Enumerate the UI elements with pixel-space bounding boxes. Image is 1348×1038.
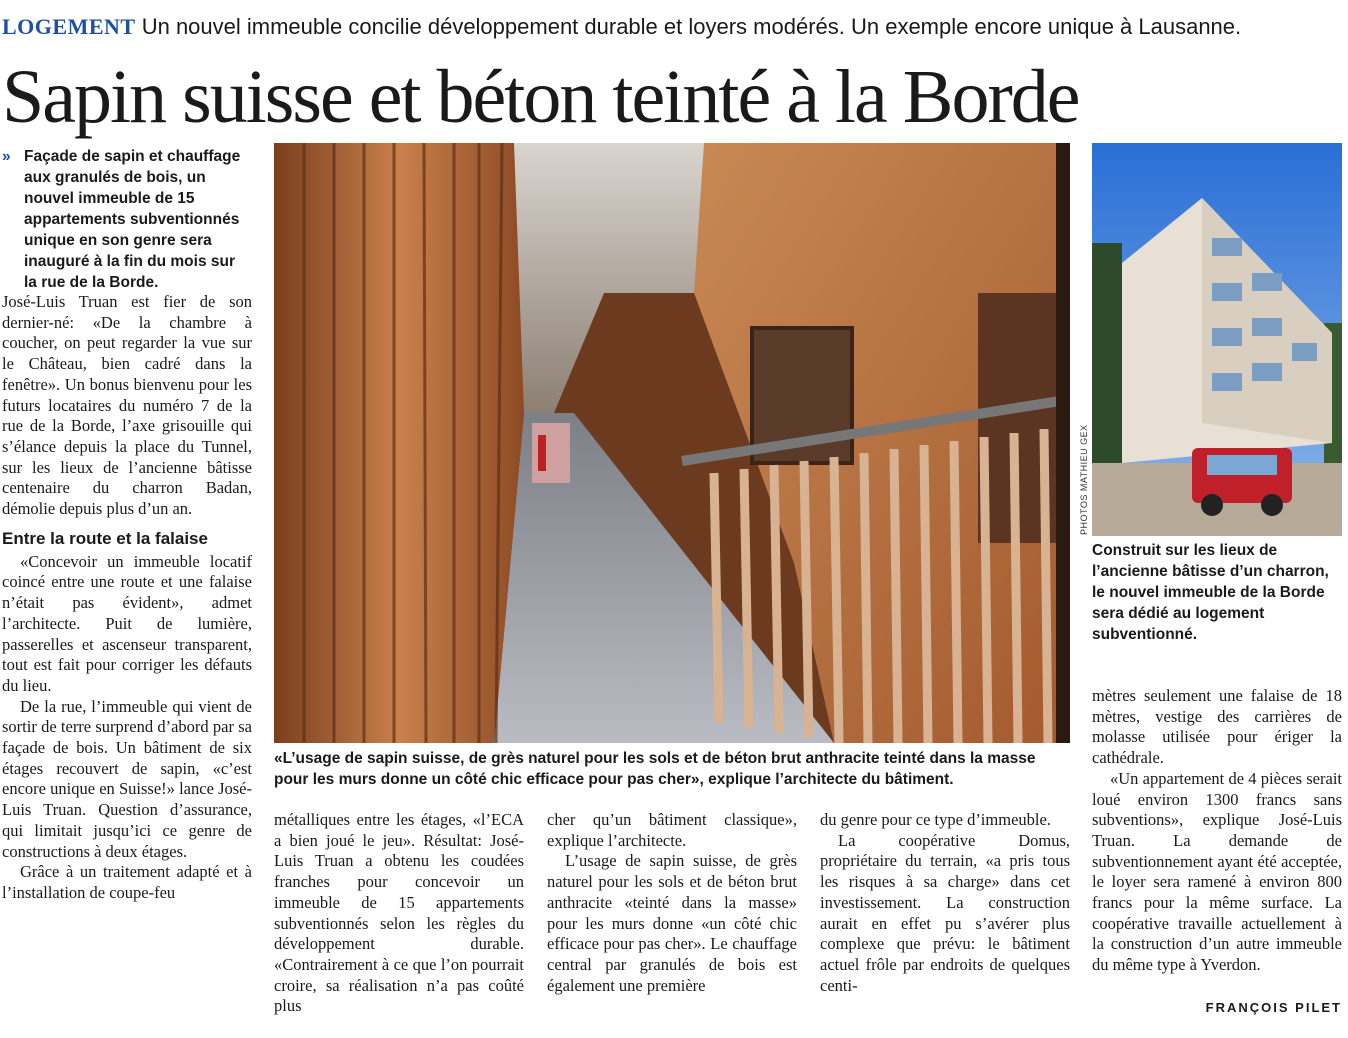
col2-paragraph-1: métalliques entre les étages, «l’ECA a bien joué le jeu». Résultat: José-Luis Truan a obtenu les coudées franches pour concevoir un immeuble de 15 appartements subventionnés selon les règles du développement durable. «Contrairement à ce que l’on pourrait croire, sa réalisation n’a pas coûté plus	[274, 810, 524, 1016]
lead-text: Façade de sapin et chauffage aux granulés de bois, un nouvel immeuble de 15 appartements subventionnés unique en son genre sera inauguré à la fin du mois sur la rue de la Borde.	[24, 148, 241, 291]
column-5	[1092, 686, 1342, 976]
column-4	[820, 810, 1070, 996]
main-photo-caption: «L’usage de sapin suisse, de grès naturel pour les sols et de béton brut anthracite teinté dans la masse pour les murs donne un côté chic efficace pour pas cher», explique l’architecte du bâtiment.	[274, 750, 1036, 788]
col1-paragraph-3: De la rue, l’immeuble qui vient de sortir de terre surprend d’abord par sa façade de bois. Un bâtiment de six étages recouvert de sapin, «c’est encore unique en Suisse!» lance José-Luis Truan. Question d’assurance, qui limitait jusqu’ici ce genre de constructions à deux étages.	[2, 696, 252, 861]
byline: FRANÇOIS PILET	[1205, 1000, 1342, 1015]
main-photo-corridor	[274, 143, 1070, 743]
col1-paragraph-2: «Concevoir un immeuble locatif coincé entre une route et une falaise n’était pas évident», admet l’architecte. Puit de lumière, passerelles et ascenseur transparent, tout est fait pour corriger les défauts du lieu.	[2, 551, 252, 695]
side-photo-caption: Construit sur les lieux de l’ancienne bâtisse d’un charron, le nouvel immeuble de la Borde sera dédié au logement subventionné.	[1092, 542, 1329, 643]
col4-paragraph-1: du genre pour ce type d’immeuble.	[820, 810, 1051, 829]
col4-paragraph-2: La coopérative Domus, propriétaire du terrain, «a pris tous les risques à sa charge» dans cet investissement. La construction aurait en effet pu s’avérer plus complexe que prévu: le bâtiment actuel frôle par endroits de quelques centi-	[820, 830, 1070, 995]
col1-paragraph-1: José-Luis Truan est fier de son dernier-né: «De la chambre à coucher, on peut regarder la vue sur le Château, bien cadré dans la fenêtre». Un bonus bienvenu pour les futurs locataires du numéro 7 de la rue de la Borde, l’axe grisouille qui s’élance depuis la place du Tunnel, sur les lieux de l’ancienne bâtisse centenaire du charron Badan, démolie depuis plus d’un an.	[2, 292, 252, 519]
col3-paragraph-1: cher qu’un bâtiment classique», explique l’architecte.	[547, 810, 797, 850]
kicker-text: Un nouvel immeuble concilie développement durable et loyers modérés. Un exemple encore unique à Lausanne.	[141, 14, 1242, 39]
photo-credit: PHOTOS MATHIEU GEX	[1079, 424, 1089, 535]
column-2	[274, 810, 524, 1017]
section-tag: LOGEMENT	[2, 14, 136, 39]
headline: Sapin suisse et béton teinté à la Borde	[2, 55, 1079, 139]
subheading: Entre la route et la falaise	[2, 528, 208, 548]
col3-paragraph-2: L’usage de sapin suisse, de grès naturel pour les sols et de béton brut anthracite «teinté dans la masse» pour les murs donne «un côté chic efficace pour pas cher». Le chauffage central par granulés de bois est également une première	[547, 851, 797, 995]
col1-paragraph-4: Grâce à un traitement adapté et à l’installation de coupe-feu	[2, 862, 252, 902]
kicker-line	[2, 14, 1342, 40]
column-1	[2, 292, 252, 904]
side-photo-building	[1092, 143, 1342, 536]
lead-paragraph	[2, 146, 252, 293]
col5-paragraph-2: «Un appartement de 4 pièces serait loué environ 1300 francs sans subventions», explique José-Luis Truan. La demande de subventionnement ayant été acceptée, le loyer sera ramené à environ 800 francs pour la même surface. La coopérative travaille actuellement à la construction d’un autre immeuble du même type à Yverdon.	[1092, 768, 1342, 975]
col5-paragraph-1: mètres seulement une falaise de 18 mètres, vestige des carrières de molasse utilisée pour ériger la cathédrale.	[1092, 686, 1342, 768]
chevron-icon: »	[2, 148, 11, 165]
column-3	[547, 810, 797, 996]
